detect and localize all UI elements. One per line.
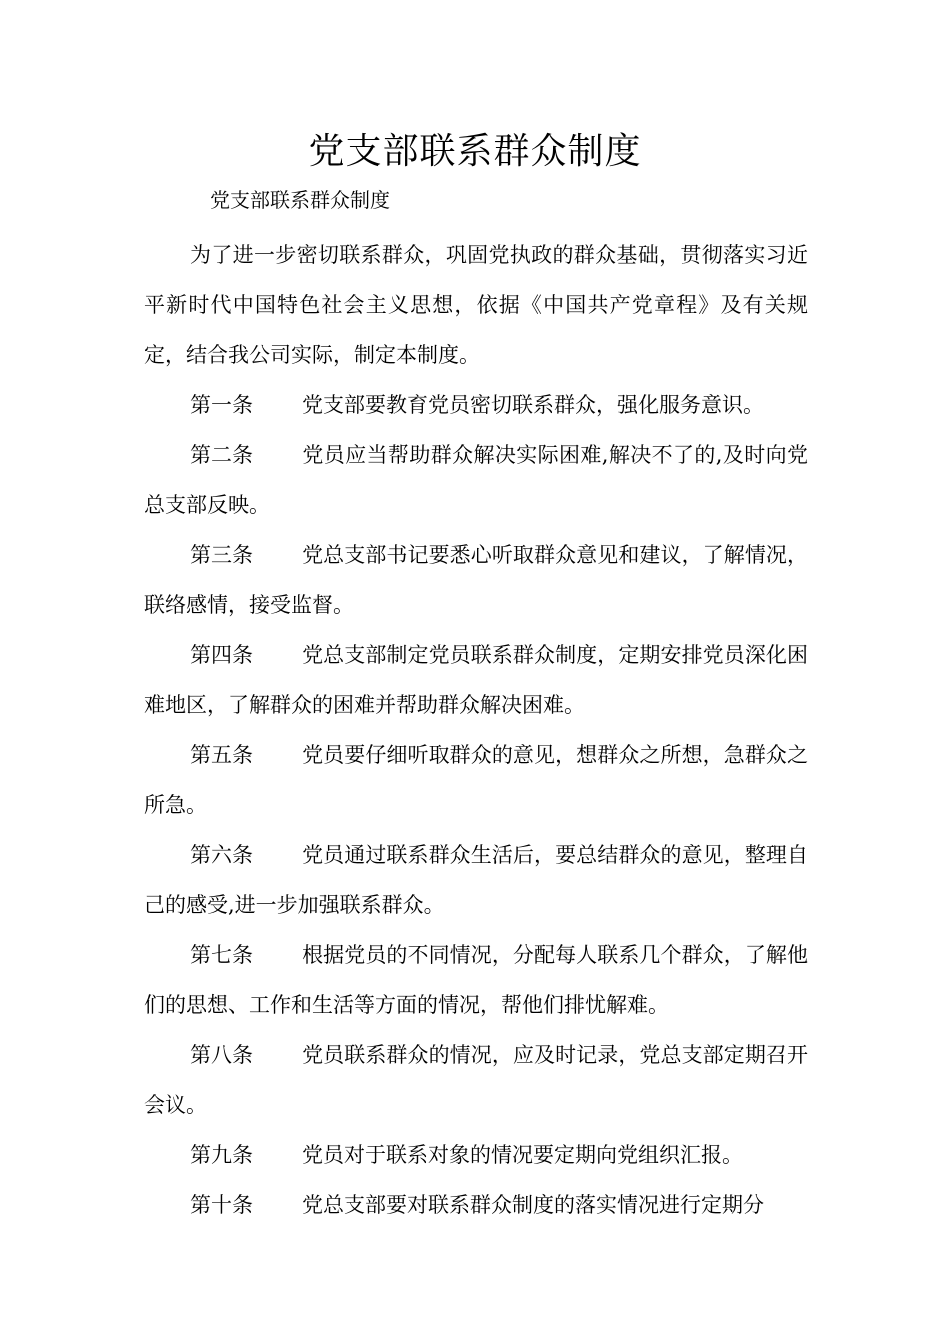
article-text: 党员要仔细听取群众的意见，想群众之所想，急群众之所急。	[144, 743, 808, 817]
article-paragraph	[144, 630, 808, 730]
article-paragraph	[144, 830, 808, 930]
article-text: 党支部要教育党员密切联系群众，强化服务意识。	[302, 393, 764, 417]
article-number: 第四条	[190, 643, 253, 667]
document-title: 党支部联系群众制度	[308, 131, 642, 172]
article-number: 第五条	[190, 743, 253, 767]
article-number: 第六条	[190, 843, 253, 867]
article-number: 第三条	[190, 543, 253, 567]
article-paragraph	[144, 930, 808, 1030]
article-number: 第八条	[190, 1043, 253, 1067]
article-number: 第十条	[190, 1193, 253, 1217]
intro-paragraph: 为了进一步密切联系群众，巩固党执政的群众基础，贯彻落实习近平新时代中国特色社会主义思想，依据《中国共产党章程》及有关规定，结合我公司实际，制定本制度。	[144, 243, 808, 367]
article-text: 党员通过联系群众生活后，要总结群众的意见，整理自己的感受,进一步加强联系群众。	[144, 843, 808, 917]
article-text: 根据党员的不同情况，分配每人联系几个群众，了解他们的思想、工作和生活等方面的情况，帮他们排忧解难。	[144, 943, 808, 1017]
article-paragraph	[144, 1180, 808, 1230]
article-paragraph	[144, 730, 808, 830]
document-subtitle: 党支部联系群众制度	[210, 188, 390, 212]
article-paragraph	[144, 1130, 808, 1180]
document-body	[144, 230, 808, 1230]
article-text: 党员联系群众的情况，应及时记录，党总支部定期召开会议。	[144, 1043, 808, 1117]
article-text: 党总支部书记要悉心听取群众意见和建议，了解情况，联络感情，接受监督。	[144, 543, 808, 617]
article-text: 党总支部要对联系群众制度的落实情况进行定期分	[302, 1193, 764, 1217]
article-paragraph	[144, 1030, 808, 1130]
article-number: 第二条	[190, 443, 253, 467]
article-text: 党员对于联系对象的情况要定期向党组织汇报。	[302, 1143, 743, 1167]
article-text: 党总支部制定党员联系群众制度，定期安排党员深化困难地区，了解群众的困难并帮助群众解决困难。	[144, 643, 808, 717]
article-text: 党员应当帮助群众解决实际困难,解决不了的,及时向党总支部反映。	[144, 443, 808, 517]
article-paragraph	[144, 380, 808, 430]
article-paragraph	[144, 430, 808, 530]
article-number: 第一条	[190, 393, 253, 417]
article-number: 第九条	[190, 1143, 253, 1167]
article-number: 第七条	[190, 943, 253, 967]
article-paragraph	[144, 530, 808, 630]
